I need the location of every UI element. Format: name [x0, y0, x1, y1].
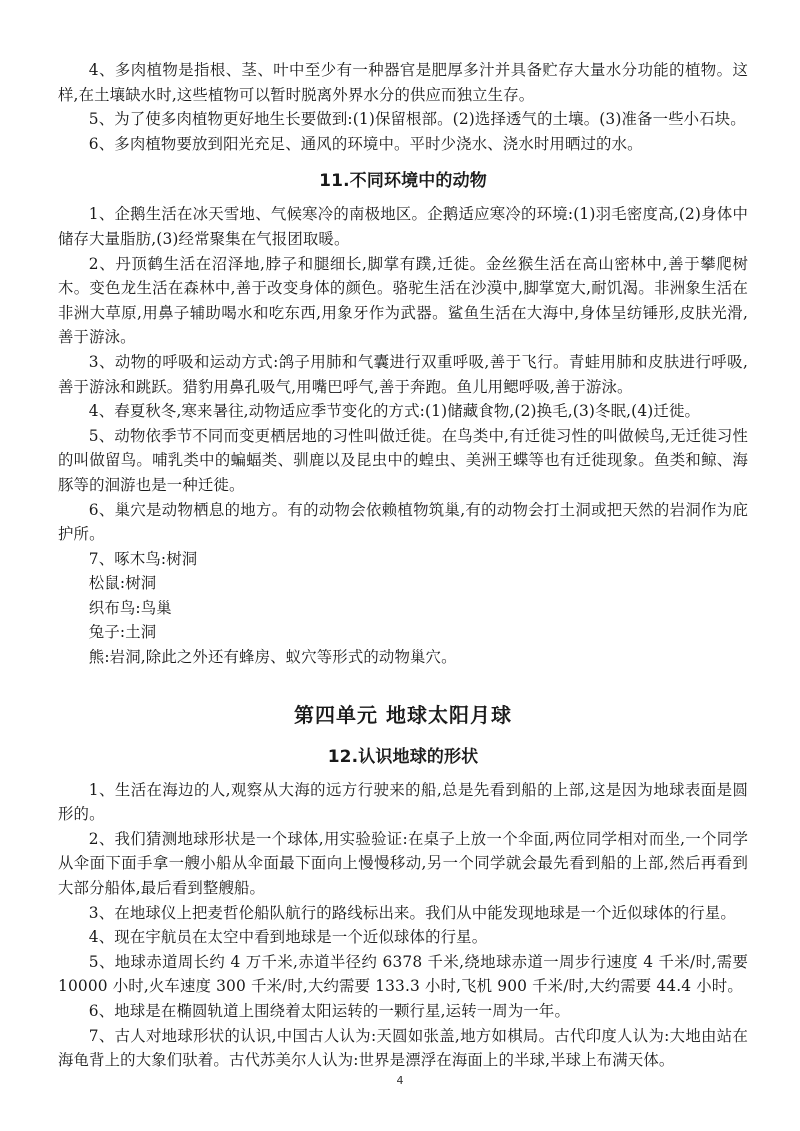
- list-item: 7、啄木鸟:树洞: [88, 549, 198, 568]
- paragraph: 5、地球赤道周长约 4 万千米,赤道半径约 6378 千米,绕地球赤道一周步行速度 4 千米/时,需要 10000 小时,火车速度 300 千米/时,大约需要 133.3 小时,飞机 900 千米/时,大约需要 44.4 小时。: [58, 952, 748, 996]
- list-item: 兔子:土洞: [88, 623, 157, 642]
- paragraph: 4、现在宇航员在太空中看到地球是一个近似球体的行星。: [88, 928, 488, 947]
- paragraph: 6、多肉植物要放到阳光充足、通风的环境中。平时少浇水、浇水时用晒过的水。: [88, 134, 643, 153]
- paragraph: 2、丹顶鹤生活在沼泽地,脖子和腿细长,脚掌有蹼,迁徙。金丝猴生活在高山密林中,善于攀爬树木。变色龙生活在森林中,善于改变身体的颜色。骆驼生活在沙漠中,脚掌宽大,耐饥渴。非洲象生活在非洲大草原,用鼻子辅助喝水和吃东西,用象牙作为武器。鲨鱼生活在大海中,身体呈纺锤形,皮肤光滑,善于游泳。: [58, 254, 748, 347]
- list-item: 熊:岩洞,除此之外还有蜂房、蚁穴等形式的动物巢穴。: [88, 648, 457, 667]
- paragraph: 3、在地球仪上把麦哲伦船队航行的路线标出来。我们从中能发现地球是一个近似球体的行星。: [88, 903, 736, 922]
- list-item: 织布鸟:鸟巢: [88, 598, 172, 617]
- unit-title: 第四单元 地球太阳月球: [294, 702, 512, 727]
- paragraph: 4、多肉植物是指根、茎、叶中至少有一种器官是肥厚多汁并具备贮存大量水分功能的植物。这样,在土壤缺水时,这些植物可以暂时脱离外界水分的供应而独立生存。: [58, 61, 748, 104]
- paragraph: 1、生活在海边的人,观察从大海的远方行驶来的船,总是先看到船的上部,这是因为地球表面是圆形的。: [58, 780, 748, 824]
- paragraph: 3、动物的呼吸和运动方式:鸽子用肺和气囊进行双重呼吸,善于飞行。青蛙用肺和皮肤进行呼吸,善于游泳和跳跃。猎豹用鼻孔吸气,用嘴巴呼气,善于奔跑。鱼儿用鳃呼吸,善于游泳。: [58, 352, 748, 396]
- paragraph: 5、为了使多肉植物更好地生长要做到:(1)保留根部。(2)选择透气的土壤。(3)准备一些小石块。: [88, 110, 746, 129]
- page-content: [58, 58, 748, 1073]
- paragraph: 1、企鹅生活在冰天雪地、气候寒冷的南极地区。企鹅适应寒冷的环境:(1)羽毛密度高,(2)身体中储存大量脂肪,(3)经常聚集在气报团取暖。: [58, 205, 748, 248]
- page-number: 4: [396, 1074, 404, 1087]
- paragraph: 6、地球是在椭圆轨道上围绕着太阳运转的一颗行星,运转一周为一年。: [88, 1002, 571, 1020]
- paragraph: 5、动物依季节不同而变更栖居地的习性叫做迁徙。在鸟类中,有迁徙习性的叫做候鸟,无迁徙习性的叫做留鸟。哺乳类中的蝙蝠类、驯鹿以及昆虫中的蝗虫、美洲王蝶等也有迁徙现象。鱼类和鲸、海豚等的洄游也是一种迁徙。: [58, 426, 748, 494]
- paragraph: 7、古人对地球形状的认识,中国古人认为:天圆如张盖,地方如棋局。古代印度人认为:大地由站在海龟背上的大象们驮着。古代苏美尔人认为:世界是漂浮在海面上的半球,半球上布满天体。: [58, 1026, 748, 1070]
- paragraph: 2、我们猜测地球形状是一个球体,用实验验证:在桌子上放一个伞面,两位同学相对而坐,一个同学从伞面下面手拿一艘小船从伞面最下面向上慢慢移动,另一个同学就会最先看到船的上部,然后再看到大部分船体,最后看到整艘船。: [58, 829, 748, 898]
- paragraph: 4、春夏秋冬,寒来暑往,动物适应季节变化的方式:(1)储藏食物,(2)换毛,(3)冬眠,(4)迁徙。: [88, 402, 701, 421]
- section-title: 12.认识地球的形状: [327, 746, 479, 767]
- paragraph: 6、巢穴是动物栖息的地方。有的动物会依赖植物筑巢,有的动物会打土洞或把天然的岩洞作为庇护所。: [58, 500, 748, 544]
- section-title: 11.不同环境中的动物: [319, 171, 487, 192]
- list-item: 松鼠:树洞: [88, 574, 157, 593]
